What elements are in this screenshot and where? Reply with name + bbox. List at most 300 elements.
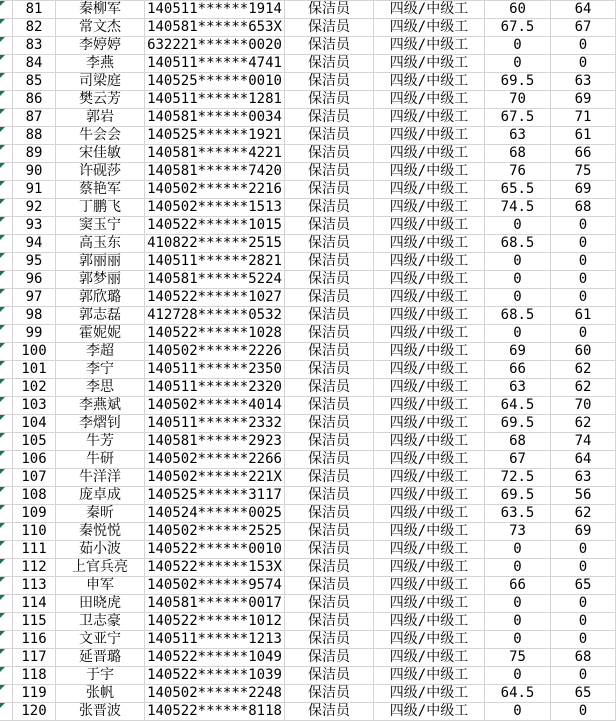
cell-name[interactable]: 上官兵亮 [56,559,145,577]
cell-name[interactable]: 牛会会 [56,127,145,145]
cell-marker[interactable] [0,307,13,325]
cell-level[interactable]: 四级/中级工 [374,73,485,91]
cell-level[interactable]: 四级/中级工 [374,253,485,271]
cell-row-no[interactable]: 104 [13,415,56,433]
cell-position[interactable]: 保洁员 [285,325,374,343]
cell-name[interactable]: 李熠钊 [56,415,145,433]
cell-level[interactable]: 四级/中级工 [374,487,485,505]
cell-score2[interactable]: 0 [551,271,616,289]
cell-score1[interactable]: 64.5 [485,685,551,703]
cell-level[interactable]: 四级/中级工 [374,505,485,523]
cell-score2[interactable]: 62 [551,379,616,397]
cell-row-no[interactable]: 109 [13,505,56,523]
cell-level[interactable]: 四级/中级工 [374,181,485,199]
cell-score1[interactable]: 67.5 [485,109,551,127]
cell-row-no[interactable]: 87 [13,109,56,127]
cell-score2[interactable]: 0 [551,217,616,235]
cell-row-no[interactable]: 100 [13,343,56,361]
cell-row-no[interactable]: 91 [13,181,56,199]
cell-row-no[interactable]: 113 [13,577,56,595]
cell-name[interactable]: 卫志豪 [56,613,145,631]
cell-level[interactable]: 四级/中级工 [374,649,485,667]
cell-row-no[interactable]: 101 [13,361,56,379]
cell-marker[interactable] [0,451,13,469]
cell-score2[interactable]: 64 [551,1,616,19]
cell-score1[interactable]: 70 [485,91,551,109]
cell-level[interactable]: 四级/中级工 [374,109,485,127]
cell-level[interactable]: 四级/中级工 [374,91,485,109]
cell-row-no[interactable]: 96 [13,271,56,289]
cell-position[interactable]: 保洁员 [285,397,374,415]
cell-level[interactable]: 四级/中级工 [374,559,485,577]
cell-position[interactable]: 保洁员 [285,343,374,361]
cell-level[interactable]: 四级/中级工 [374,379,485,397]
cell-row-no[interactable]: 119 [13,685,56,703]
cell-name[interactable]: 李燕 [56,55,145,73]
cell-score1[interactable]: 66 [485,361,551,379]
cell-position[interactable]: 保洁员 [285,73,374,91]
cell-marker[interactable] [0,505,13,523]
cell-score1[interactable]: 63 [485,127,551,145]
cell-score1[interactable]: 0 [485,55,551,73]
cell-score1[interactable]: 64.5 [485,397,551,415]
cell-score2[interactable]: 61 [551,127,616,145]
cell-id[interactable]: 412728******0532 [145,307,285,325]
cell-level[interactable]: 四级/中级工 [374,451,485,469]
cell-position[interactable]: 保洁员 [285,487,374,505]
cell-level[interactable]: 四级/中级工 [374,217,485,235]
cell-position[interactable]: 保洁员 [285,523,374,541]
cell-id[interactable]: 140502******9574 [145,577,285,595]
cell-position[interactable]: 保洁员 [285,649,374,667]
cell-score1[interactable]: 68.5 [485,235,551,253]
cell-level[interactable]: 四级/中级工 [374,595,485,613]
cell-score2[interactable]: 61 [551,307,616,325]
cell-id[interactable]: 140525******0010 [145,73,285,91]
cell-position[interactable]: 保洁员 [285,577,374,595]
cell-level[interactable]: 四级/中级工 [374,325,485,343]
cell-row-no[interactable]: 94 [13,235,56,253]
cell-score2[interactable]: 0 [551,595,616,613]
cell-id[interactable]: 140525******3117 [145,487,285,505]
cell-marker[interactable] [0,91,13,109]
cell-marker[interactable] [0,253,13,271]
cell-name[interactable]: 常文杰 [56,19,145,37]
cell-marker[interactable] [0,685,13,703]
cell-score1[interactable]: 67 [485,451,551,469]
cell-position[interactable]: 保洁员 [285,505,374,523]
cell-score1[interactable]: 0 [485,631,551,649]
cell-marker[interactable] [0,343,13,361]
cell-id[interactable]: 140581******4221 [145,145,285,163]
cell-score2[interactable]: 0 [551,55,616,73]
cell-level[interactable]: 四级/中级工 [374,37,485,55]
cell-id[interactable]: 140522******153X [145,559,285,577]
cell-name[interactable]: 李燕斌 [56,397,145,415]
cell-score1[interactable]: 68 [485,433,551,451]
cell-id[interactable]: 140581******0034 [145,109,285,127]
cell-score1[interactable]: 63 [485,379,551,397]
cell-score1[interactable]: 73 [485,523,551,541]
cell-name[interactable]: 秦柳军 [56,1,145,19]
cell-score2[interactable]: 62 [551,505,616,523]
cell-position[interactable]: 保洁员 [285,1,374,19]
cell-position[interactable]: 保洁员 [285,253,374,271]
cell-marker[interactable] [0,703,13,721]
cell-name[interactable]: 牛研 [56,451,145,469]
cell-name[interactable]: 窦玉宁 [56,217,145,235]
cell-row-no[interactable]: 112 [13,559,56,577]
cell-score1[interactable]: 0 [485,325,551,343]
cell-marker[interactable] [0,649,13,667]
cell-row-no[interactable]: 95 [13,253,56,271]
cell-position[interactable]: 保洁员 [285,361,374,379]
cell-score1[interactable]: 0 [485,559,551,577]
cell-id[interactable]: 140502******2266 [145,451,285,469]
cell-score2[interactable]: 65 [551,685,616,703]
cell-score2[interactable]: 66 [551,145,616,163]
cell-score2[interactable]: 0 [551,37,616,55]
cell-name[interactable]: 霍妮妮 [56,325,145,343]
cell-name[interactable]: 蔡艳军 [56,181,145,199]
cell-id[interactable]: 140502******2216 [145,181,285,199]
cell-name[interactable]: 张帆 [56,685,145,703]
cell-name[interactable]: 庞卓成 [56,487,145,505]
cell-id[interactable]: 140511******1213 [145,631,285,649]
cell-row-no[interactable]: 107 [13,469,56,487]
cell-score2[interactable]: 63 [551,73,616,91]
cell-position[interactable]: 保洁员 [285,415,374,433]
cell-row-no[interactable]: 81 [13,1,56,19]
cell-score1[interactable]: 63.5 [485,505,551,523]
cell-id[interactable]: 140524******0025 [145,505,285,523]
cell-marker[interactable] [0,73,13,91]
cell-position[interactable]: 保洁员 [285,109,374,127]
cell-level[interactable]: 四级/中级工 [374,163,485,181]
cell-row-no[interactable]: 89 [13,145,56,163]
cell-score1[interactable]: 69 [485,343,551,361]
cell-position[interactable]: 保洁员 [285,379,374,397]
cell-row-no[interactable]: 98 [13,307,56,325]
cell-score2[interactable]: 0 [551,631,616,649]
cell-position[interactable]: 保洁员 [285,289,374,307]
cell-level[interactable]: 四级/中级工 [374,19,485,37]
cell-marker[interactable] [0,199,13,217]
cell-id[interactable]: 140522******1027 [145,289,285,307]
cell-id[interactable]: 140511******1914 [145,1,285,19]
cell-id[interactable]: 140581******7420 [145,163,285,181]
cell-position[interactable]: 保洁员 [285,91,374,109]
cell-marker[interactable] [0,55,13,73]
cell-position[interactable]: 保洁员 [285,127,374,145]
cell-marker[interactable] [0,325,13,343]
cell-level[interactable]: 四级/中级工 [374,631,485,649]
cell-name[interactable]: 郭岩 [56,109,145,127]
cell-name[interactable]: 郭欣璐 [56,289,145,307]
cell-name[interactable]: 许砚莎 [56,163,145,181]
cell-score2[interactable]: 65 [551,577,616,595]
cell-position[interactable]: 保洁员 [285,37,374,55]
cell-marker[interactable] [0,271,13,289]
cell-level[interactable]: 四级/中级工 [374,577,485,595]
cell-position[interactable]: 保洁员 [285,19,374,37]
cell-id[interactable]: 140522******1015 [145,217,285,235]
cell-name[interactable]: 郭梦丽 [56,271,145,289]
cell-level[interactable]: 四级/中级工 [374,289,485,307]
cell-name[interactable]: 丁鹏飞 [56,199,145,217]
cell-row-no[interactable]: 85 [13,73,56,91]
cell-id[interactable]: 140511******2821 [145,253,285,271]
cell-name[interactable]: 牛芳 [56,433,145,451]
cell-position[interactable]: 保洁员 [285,181,374,199]
cell-name[interactable]: 李宁 [56,361,145,379]
cell-score1[interactable]: 0 [485,595,551,613]
cell-position[interactable]: 保洁员 [285,559,374,577]
cell-row-no[interactable]: 111 [13,541,56,559]
cell-id[interactable]: 140581******2923 [145,433,285,451]
cell-id[interactable]: 140511******2320 [145,379,285,397]
cell-score1[interactable]: 0 [485,217,551,235]
cell-row-no[interactable]: 88 [13,127,56,145]
cell-name[interactable]: 樊云芳 [56,91,145,109]
cell-marker[interactable] [0,289,13,307]
cell-name[interactable]: 郭丽丽 [56,253,145,271]
cell-marker[interactable] [0,127,13,145]
cell-position[interactable]: 保洁员 [285,55,374,73]
cell-score2[interactable]: 0 [551,235,616,253]
cell-level[interactable]: 四级/中级工 [374,127,485,145]
cell-row-no[interactable]: 83 [13,37,56,55]
cell-score1[interactable]: 69.5 [485,73,551,91]
cell-row-no[interactable]: 108 [13,487,56,505]
cell-position[interactable]: 保洁员 [285,199,374,217]
cell-level[interactable]: 四级/中级工 [374,433,485,451]
cell-name[interactable]: 于宇 [56,667,145,685]
cell-score1[interactable]: 0 [485,541,551,559]
cell-row-no[interactable]: 102 [13,379,56,397]
cell-score2[interactable]: 69 [551,181,616,199]
cell-score1[interactable]: 76 [485,163,551,181]
cell-score2[interactable]: 60 [551,343,616,361]
cell-id[interactable]: 140502******2226 [145,343,285,361]
cell-level[interactable]: 四级/中级工 [374,415,485,433]
cell-id[interactable]: 140502******4014 [145,397,285,415]
cell-score1[interactable]: 0 [485,289,551,307]
cell-name[interactable]: 李超 [56,343,145,361]
cell-score2[interactable]: 0 [551,253,616,271]
cell-level[interactable]: 四级/中级工 [374,469,485,487]
cell-score2[interactable]: 69 [551,523,616,541]
cell-name[interactable]: 李婷婷 [56,37,145,55]
cell-score1[interactable]: 65.5 [485,181,551,199]
cell-name[interactable]: 茹小波 [56,541,145,559]
cell-score1[interactable]: 0 [485,667,551,685]
cell-name[interactable]: 牛洋洋 [56,469,145,487]
cell-marker[interactable] [0,361,13,379]
cell-level[interactable]: 四级/中级工 [374,145,485,163]
cell-name[interactable]: 郭志磊 [56,307,145,325]
cell-marker[interactable] [0,397,13,415]
cell-level[interactable]: 四级/中级工 [374,55,485,73]
cell-id[interactable]: 140511******2332 [145,415,285,433]
cell-level[interactable]: 四级/中级工 [374,397,485,415]
cell-row-no[interactable]: 84 [13,55,56,73]
cell-row-no[interactable]: 116 [13,631,56,649]
cell-marker[interactable] [0,1,13,19]
cell-name[interactable]: 宋佳敏 [56,145,145,163]
cell-name[interactable]: 秦悦悦 [56,523,145,541]
cell-marker[interactable] [0,181,13,199]
cell-position[interactable]: 保洁员 [285,613,374,631]
cell-id[interactable]: 140502******221X [145,469,285,487]
cell-score2[interactable]: 56 [551,487,616,505]
cell-marker[interactable] [0,379,13,397]
cell-score2[interactable]: 0 [551,289,616,307]
cell-score2[interactable]: 0 [551,541,616,559]
cell-id[interactable]: 140511******1281 [145,91,285,109]
cell-level[interactable]: 四级/中级工 [374,667,485,685]
cell-score2[interactable]: 62 [551,415,616,433]
cell-row-no[interactable]: 103 [13,397,56,415]
cell-level[interactable]: 四级/中级工 [374,1,485,19]
cell-score1[interactable]: 66 [485,577,551,595]
cell-marker[interactable] [0,37,13,55]
cell-position[interactable]: 保洁员 [285,667,374,685]
cell-name[interactable]: 李思 [56,379,145,397]
cell-id[interactable]: 140511******4741 [145,55,285,73]
cell-position[interactable]: 保洁员 [285,685,374,703]
cell-score1[interactable]: 0 [485,613,551,631]
cell-row-no[interactable]: 110 [13,523,56,541]
cell-marker[interactable] [0,109,13,127]
cell-row-no[interactable]: 97 [13,289,56,307]
cell-row-no[interactable]: 117 [13,649,56,667]
cell-id[interactable]: 140511******2350 [145,361,285,379]
cell-id[interactable]: 140502******2525 [145,523,285,541]
cell-marker[interactable] [0,523,13,541]
cell-name[interactable]: 延晋璐 [56,649,145,667]
cell-score2[interactable]: 0 [551,325,616,343]
cell-marker[interactable] [0,595,13,613]
cell-score2[interactable]: 74 [551,433,616,451]
cell-level[interactable]: 四级/中级工 [374,523,485,541]
cell-level[interactable]: 四级/中级工 [374,343,485,361]
cell-marker[interactable] [0,613,13,631]
cell-score1[interactable]: 60 [485,1,551,19]
cell-level[interactable]: 四级/中级工 [374,541,485,559]
cell-position[interactable]: 保洁员 [285,235,374,253]
cell-score2[interactable]: 64 [551,451,616,469]
cell-score1[interactable]: 0 [485,271,551,289]
cell-id[interactable]: 140522******1012 [145,613,285,631]
cell-id[interactable]: 140581******5224 [145,271,285,289]
cell-row-no[interactable]: 115 [13,613,56,631]
cell-score2[interactable]: 62 [551,361,616,379]
cell-marker[interactable] [0,487,13,505]
cell-marker[interactable] [0,667,13,685]
cell-position[interactable]: 保洁员 [285,145,374,163]
cell-level[interactable]: 四级/中级工 [374,235,485,253]
cell-position[interactable]: 保洁员 [285,307,374,325]
cell-id[interactable]: 140502******1513 [145,199,285,217]
cell-level[interactable]: 四级/中级工 [374,199,485,217]
cell-score2[interactable]: 71 [551,109,616,127]
cell-marker[interactable] [0,541,13,559]
cell-name[interactable]: 秦昕 [56,505,145,523]
cell-position[interactable]: 保洁员 [285,433,374,451]
cell-score2[interactable]: 67 [551,19,616,37]
cell-score1[interactable]: 75 [485,649,551,667]
cell-level[interactable]: 四级/中级工 [374,703,485,721]
cell-score2[interactable]: 75 [551,163,616,181]
cell-level[interactable]: 四级/中级工 [374,613,485,631]
cell-name[interactable]: 申军 [56,577,145,595]
cell-score2[interactable]: 69 [551,91,616,109]
cell-marker[interactable] [0,217,13,235]
cell-score1[interactable]: 72.5 [485,469,551,487]
cell-score1[interactable]: 68 [485,145,551,163]
cell-marker[interactable] [0,19,13,37]
cell-marker[interactable] [0,415,13,433]
cell-position[interactable]: 保洁员 [285,631,374,649]
cell-score2[interactable]: 0 [551,667,616,685]
cell-name[interactable]: 田晓虎 [56,595,145,613]
cell-level[interactable]: 四级/中级工 [374,307,485,325]
cell-row-no[interactable]: 93 [13,217,56,235]
cell-row-no[interactable]: 105 [13,433,56,451]
cell-score1[interactable]: 0 [485,703,551,721]
cell-id[interactable]: 140502******2248 [145,685,285,703]
cell-level[interactable]: 四级/中级工 [374,271,485,289]
cell-score1[interactable]: 0 [485,37,551,55]
cell-row-no[interactable]: 92 [13,199,56,217]
cell-row-no[interactable]: 82 [13,19,56,37]
cell-marker[interactable] [0,469,13,487]
cell-row-no[interactable]: 114 [13,595,56,613]
cell-score1[interactable]: 67.5 [485,19,551,37]
cell-score1[interactable]: 74.5 [485,199,551,217]
cell-level[interactable]: 四级/中级工 [374,685,485,703]
cell-name[interactable]: 高玉东 [56,235,145,253]
cell-marker[interactable] [0,235,13,253]
cell-id[interactable]: 140522******8118 [145,703,285,721]
cell-id[interactable]: 140522******1039 [145,667,285,685]
cell-row-no[interactable]: 118 [13,667,56,685]
cell-position[interactable]: 保洁员 [285,469,374,487]
cell-id[interactable]: 140522******1049 [145,649,285,667]
cell-name[interactable]: 张晋波 [56,703,145,721]
cell-position[interactable]: 保洁员 [285,703,374,721]
cell-marker[interactable] [0,145,13,163]
cell-position[interactable]: 保洁员 [285,451,374,469]
cell-score1[interactable]: 68.5 [485,307,551,325]
cell-id[interactable]: 140581******0017 [145,595,285,613]
cell-score2[interactable]: 68 [551,649,616,667]
cell-row-no[interactable]: 90 [13,163,56,181]
cell-id[interactable]: 140581******653X [145,19,285,37]
cell-marker[interactable] [0,559,13,577]
cell-score2[interactable]: 68 [551,199,616,217]
cell-marker[interactable] [0,163,13,181]
cell-position[interactable]: 保洁员 [285,541,374,559]
cell-row-no[interactable]: 106 [13,451,56,469]
cell-score2[interactable]: 63 [551,469,616,487]
cell-score1[interactable]: 0 [485,253,551,271]
cell-id[interactable]: 632221******0020 [145,37,285,55]
cell-position[interactable]: 保洁员 [285,595,374,613]
cell-marker[interactable] [0,631,13,649]
cell-row-no[interactable]: 99 [13,325,56,343]
